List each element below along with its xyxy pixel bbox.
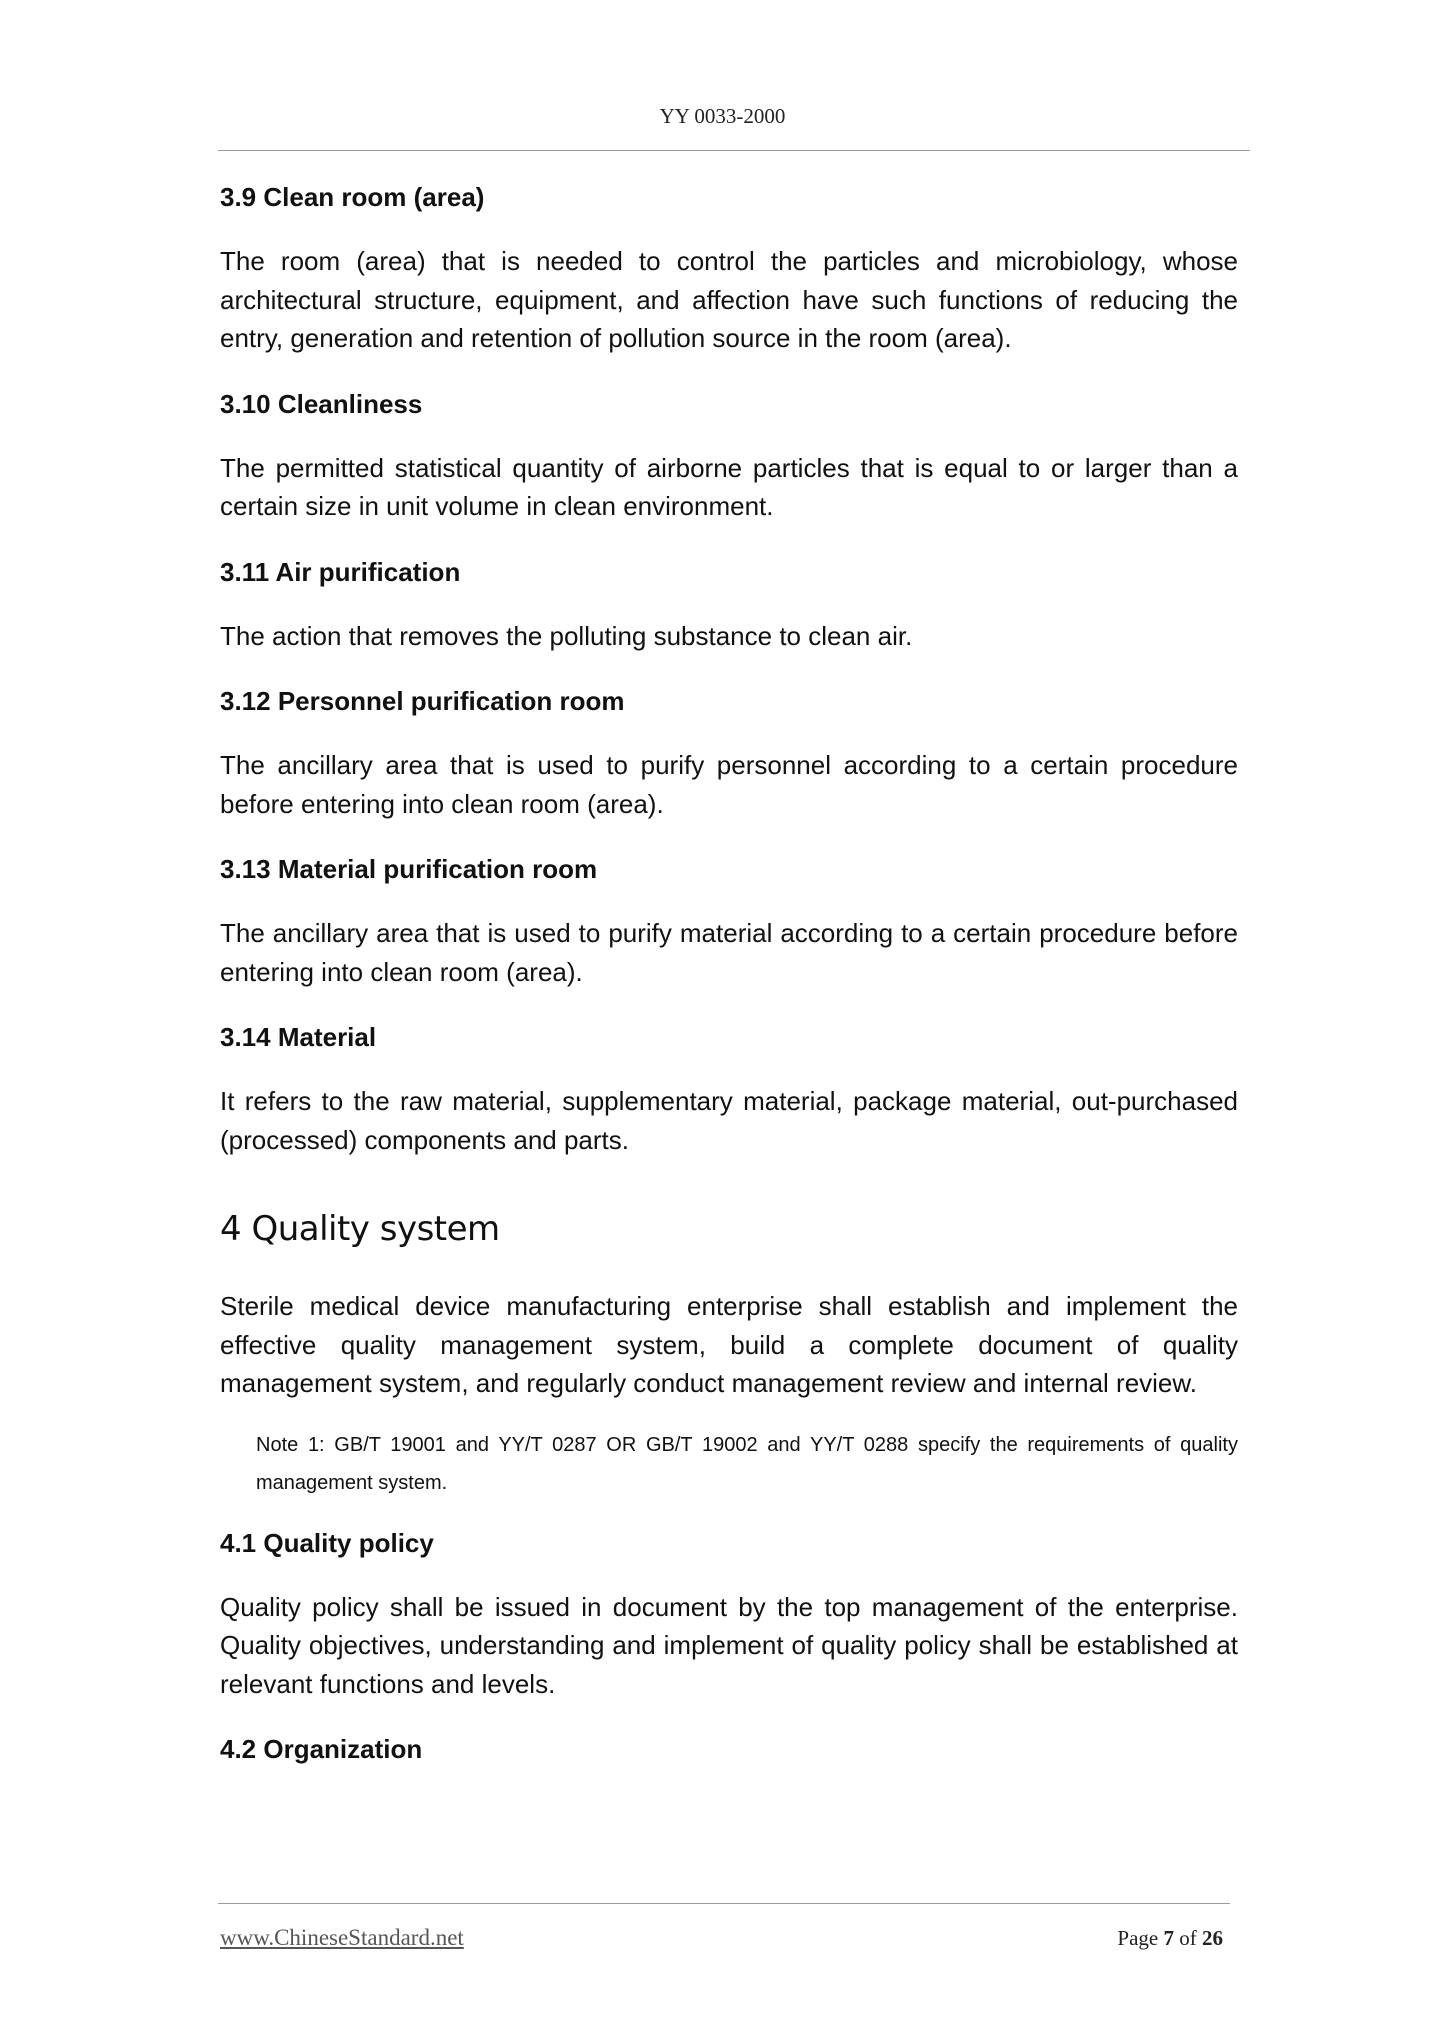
section-body-3-9: The room (area) that is needed to control the particles and microbiology, whose architectural structure, equipment, and affection have such functions of reducing the entry, generation and retention of pollution source in the room (area).	[220, 246, 1238, 353]
section-heading-4-1: 4.1 Quality policy	[220, 1527, 434, 1558]
footer-website-link[interactable]: www.ChineseStandard.net	[220, 1925, 464, 1950]
note-1: Note 1: GB/T 19001 and YY/T 0287 OR GB/T 19002 and YY/T 0288 specify the requirements of quality management system.	[256, 1433, 1238, 1494]
section-body-3-12: The ancillary area that is used to purify personnel according to a certain procedure before entering into clean room (area).	[220, 750, 1238, 819]
section-heading-3-13: 3.13 Material purification room	[220, 854, 598, 884]
section-body-3-11: The action that removes the polluting substance to clean air.	[220, 620, 913, 651]
section-heading-3-14: 3.14 Material	[220, 1022, 377, 1052]
section-heading-3-9: 3.9 Clean room (area)	[220, 182, 485, 212]
chapter-body-4: Sterile medical device manufacturing enterprise shall establish and implement the effective quality management system, build a complete document of quality management system, and regularly conduct management review and internal review.	[220, 1291, 1238, 1398]
page-current: 7	[1163, 1926, 1174, 1950]
page-total: 26	[1202, 1926, 1223, 1950]
section-heading-3-11: 3.11 Air purification	[220, 556, 461, 587]
footer-divider	[218, 1903, 1230, 1904]
section-body-3-13: The ancillary area that is used to purify material according to a certain procedure before entering into clean room (area).	[220, 918, 1238, 987]
section-heading-4-2: 4.2 Organization	[220, 1734, 423, 1764]
page-number	[1117, 1926, 1223, 1951]
header-divider	[218, 150, 1250, 151]
chapter-heading-4: 4 Quality system	[220, 1209, 500, 1249]
section-heading-3-10: 3.10 Cleanliness	[220, 388, 423, 419]
page-of-label: of	[1179, 1926, 1197, 1950]
section-heading-3-12: 3.12 Personnel purification room	[220, 686, 625, 716]
page-content	[220, 178, 1238, 1794]
document-code-header: YY 0033-2000	[659, 104, 786, 128]
section-body-3-14: It refers to the raw material, supplementary material, package material, out-purchased (processed) components and parts.	[220, 1086, 1238, 1155]
page-label: Page	[1117, 1926, 1159, 1950]
section-body-3-10: The permitted statistical quantity of airborne particles that is equal to or larger than a certain size in unit volume in clean environment.	[220, 452, 1238, 521]
section-body-4-1: Quality policy shall be issued in document by the top management of the enterprise. Quality objectives, understanding and implement of quality policy shall be established at relevant functions and levels.	[220, 1591, 1238, 1699]
